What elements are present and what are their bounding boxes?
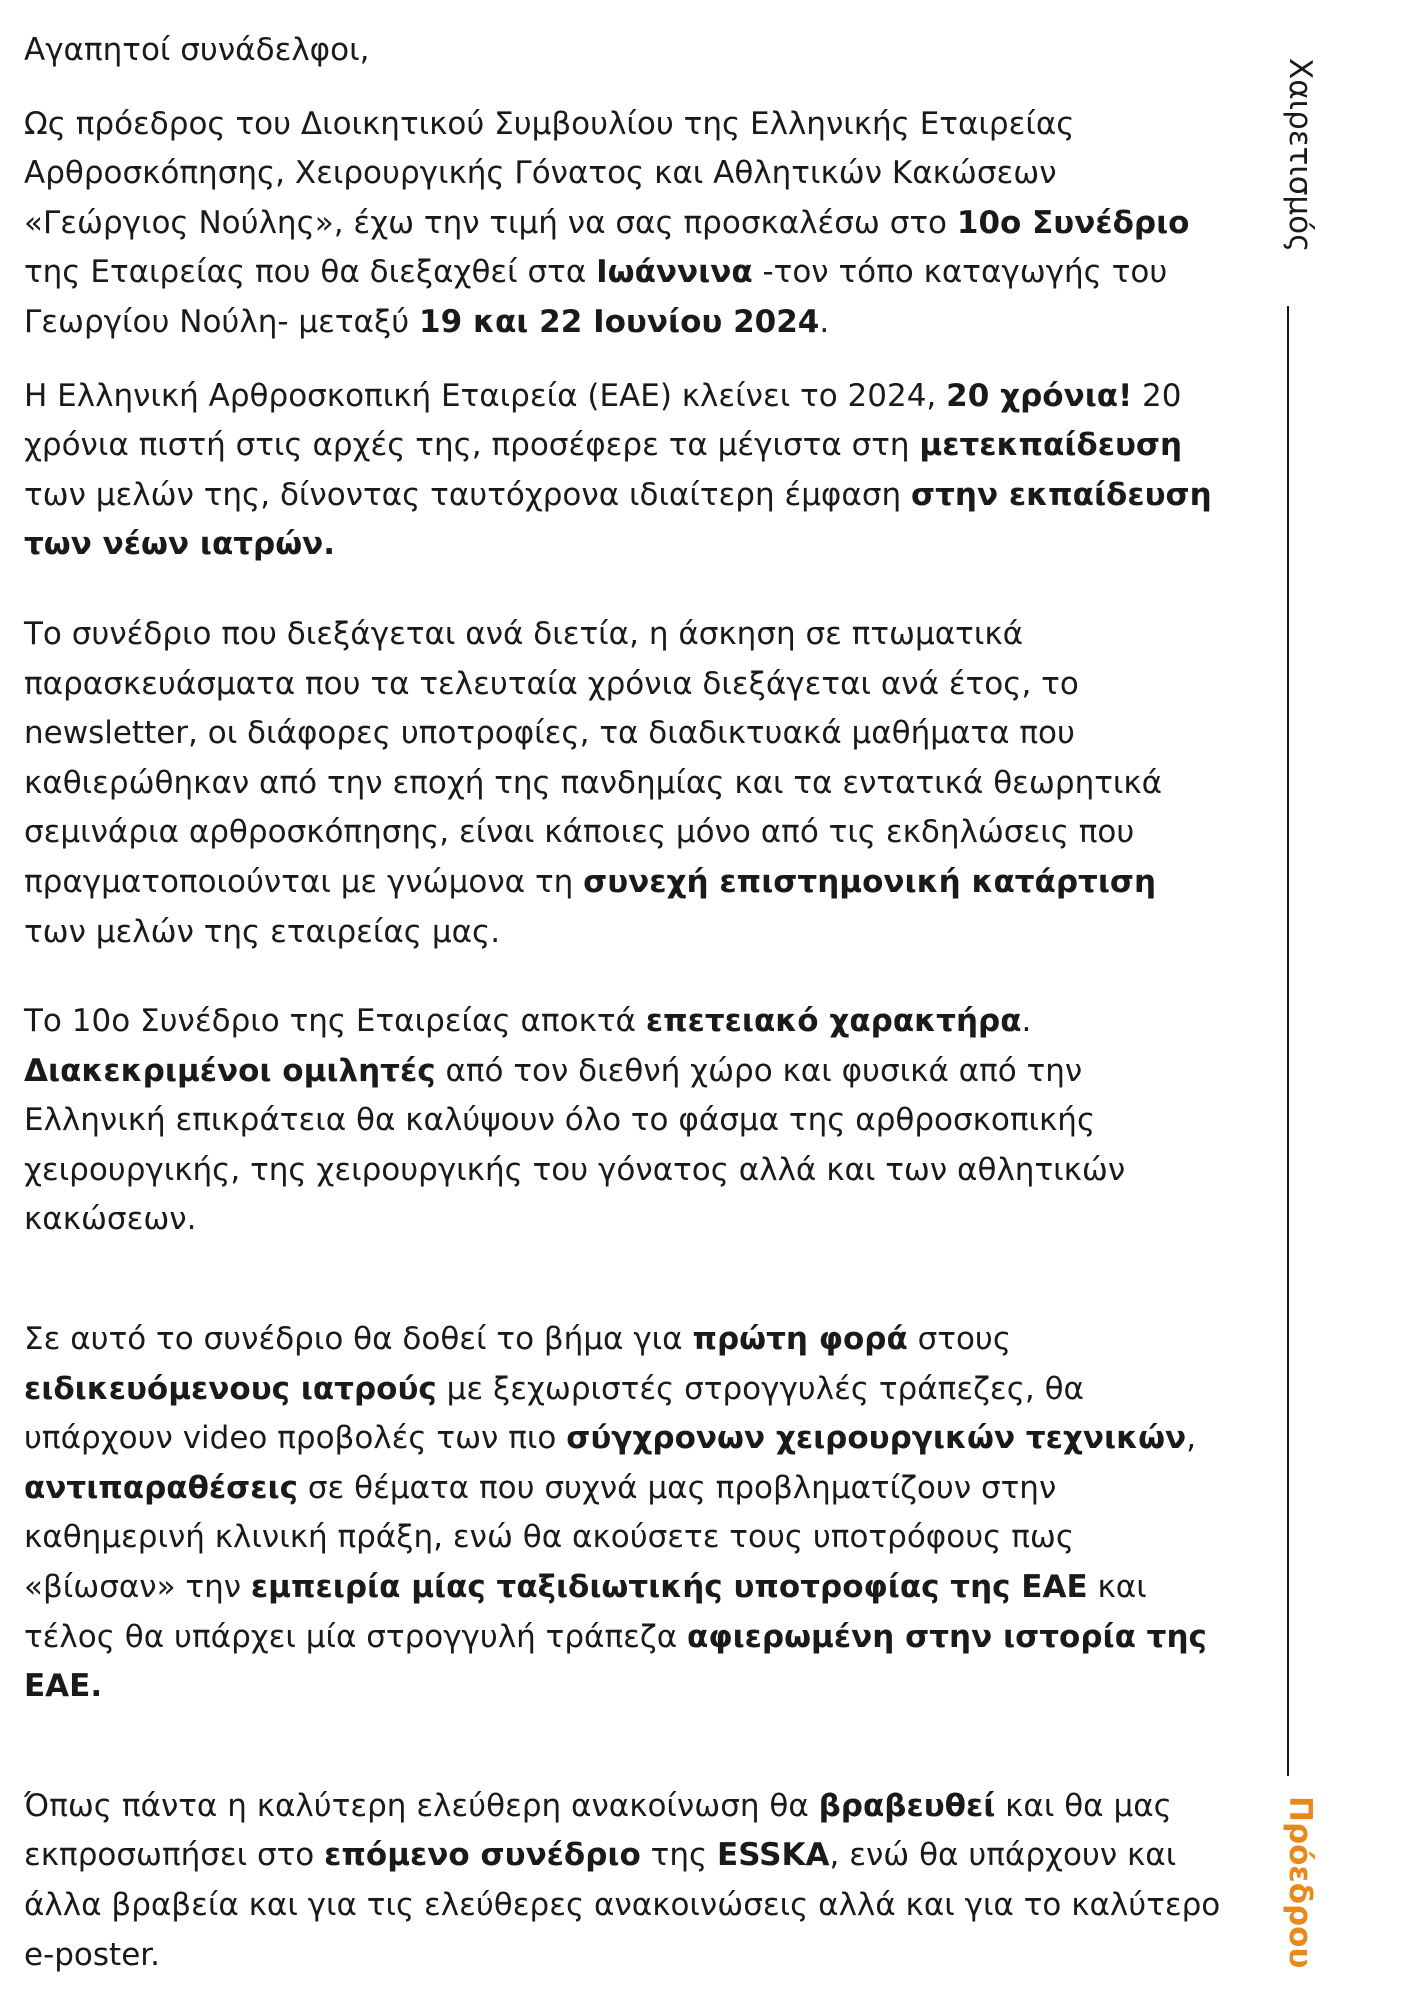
text: της Εταιρείας που θα διεξαχθεί στα bbox=[24, 254, 597, 291]
text: Ως πρόεδρος του Διοικητικού Συμβουλίου της Ελληνικής Εταιρείας Αρθροσκόπησης, Χειρουργικής Γόνατος και Αθλητικών Κακώσεων «Γεώργιος Νούλης», έχω την τιμή να σας προσκαλέσω στο bbox=[24, 105, 1075, 241]
bold-text: επετειακό χαρακτήρα bbox=[645, 1003, 1022, 1040]
text: , ενώ θα υπάρχουν και άλλα βραβεία και για τις ελεύθερες ανακοινώσεις αλλά και για το καλύτερο e-poster. bbox=[24, 1837, 1221, 1973]
paragraph-invitation bbox=[24, 100, 1224, 348]
text: των μελών της, δίνοντας ταυτόχρονα ιδιαίτερη έμφαση bbox=[24, 476, 911, 513]
text: και θα μας εκπροσωπήσει στο bbox=[24, 1787, 1172, 1874]
text: σε θέματα που συχνά μας προβληματίζουν στην καθημερινή κλινική πράξη, ενώ θα ακούσετε τους υποτρόφους πως «βίωσαν» την bbox=[24, 1469, 1075, 1606]
text: . bbox=[819, 303, 830, 340]
text: και τέλος θα υπάρχει μία στρογγυλή τράπεζα bbox=[24, 1569, 1147, 1655]
bold-text: πρώτη φορά bbox=[692, 1321, 908, 1358]
bold-text: αφιερωμένη στην ιστορία της ΕΑΕ. bbox=[24, 1618, 1207, 1705]
text: Όπως πάντα η καλύτερη ελεύθερη ανακοίνωση θα bbox=[24, 1787, 819, 1824]
text: Σε αυτό το συνέδριο θα δοθεί το βήμα για bbox=[24, 1321, 693, 1358]
paragraph-awards bbox=[24, 1782, 1224, 1980]
bold-text: Ιωάννινα bbox=[596, 254, 753, 291]
bold-text: ειδικευόμενους ιατρούς bbox=[24, 1370, 437, 1407]
paragraph-anniversary bbox=[24, 372, 1224, 570]
bold-text: μετεκπαίδευση bbox=[919, 427, 1183, 464]
letter-body bbox=[24, 26, 1224, 1980]
text: με ξεχωριστές στρογγυλές τράπεζες, θα υπάρχουν video προβολές των πιο bbox=[24, 1370, 1084, 1457]
text: . bbox=[1021, 1003, 1032, 1040]
bold-text: επόμενο συνέδριο bbox=[324, 1837, 641, 1874]
section-label-president: Πρόεδρου bbox=[1282, 1795, 1318, 1968]
bold-text: αντιπαραθέσεις bbox=[24, 1469, 298, 1506]
bold-text: σύγχρονων χειρουργικών τεχνικών bbox=[566, 1420, 1187, 1457]
bold-text: 19 και 22 Ιουνίου 2024 bbox=[419, 303, 820, 340]
text: 20 χρόνια πιστή στις αρχές της, προσέφερε τα μέγιστα στη bbox=[24, 377, 1182, 464]
bold-text: ESSKA bbox=[717, 1837, 830, 1874]
text: της bbox=[640, 1837, 718, 1874]
section-label-greeting: Χαιρετισμός bbox=[1282, 58, 1318, 253]
bold-text: εμπειρία μίας ταξιδιωτικής υποτροφίας της ΕΑΕ bbox=[250, 1569, 1088, 1606]
greeting: Αγαπητοί συνάδελφοι, bbox=[24, 32, 370, 68]
paragraph-activities bbox=[24, 610, 1224, 957]
paragraph-program bbox=[24, 1315, 1224, 1712]
divider-line bbox=[1287, 306, 1289, 1776]
text: στους bbox=[907, 1321, 1012, 1358]
bold-text: 20 χρόνια! bbox=[946, 377, 1133, 414]
text: Η Ελληνική Αρθροσκοπική Εταιρεία (ΕΑΕ) κλείνει το 2024, bbox=[24, 377, 947, 414]
bold-text: βραβευθεί bbox=[818, 1787, 996, 1824]
sidebar-section-label bbox=[1258, 58, 1318, 1968]
bold-text: στην εκπαίδευση των νέων ιατρών. bbox=[24, 476, 1212, 563]
text: Το 10ο Συνέδριο της Εταιρείας αποκτά bbox=[24, 1003, 646, 1040]
text: -τον τόπο καταγωγής του Γεωργίου Νούλη- μεταξύ bbox=[24, 254, 1168, 340]
text: Το συνέδριο που διεξάγεται ανά διετία, η άσκηση σε πτωματικά παρασκευάσματα που τα τελευταία χρόνια διεξάγεται ανά έτος, το newsletter, οι διάφορες υποτροφίες, τα διαδικτυακά μαθήματα που καθιερώθηκαν από την εποχή της πανδημίας και τα εντατικά θεωρητικά σεμινάρια αρθροσκόπησης, είναι κάποιες μόνο από τις εκδηλώσεις που πραγματοποιούνται με γνώμονα τη bbox=[24, 615, 1163, 900]
text: των μελών της εταιρείας μας. bbox=[24, 913, 501, 950]
bold-text: συνεχή επιστημονική κατάρτιση bbox=[583, 863, 1157, 900]
bold-text: Διακεκριμένοι ομιλητές bbox=[24, 1052, 436, 1089]
bold-text: 10ο Συνέδριο bbox=[956, 204, 1190, 241]
text: , bbox=[1186, 1420, 1197, 1457]
paragraph-congress bbox=[24, 997, 1224, 1245]
text: από τον διεθνή χώρο και φυσικά από την Ελληνική επικράτεια θα καλύψουν όλο το φάσμα της αρθροσκοπικής χειρουργικής, της χειρουργικής του γόνατος αλλά και των αθλητικών κακώσεων. bbox=[24, 1052, 1126, 1238]
